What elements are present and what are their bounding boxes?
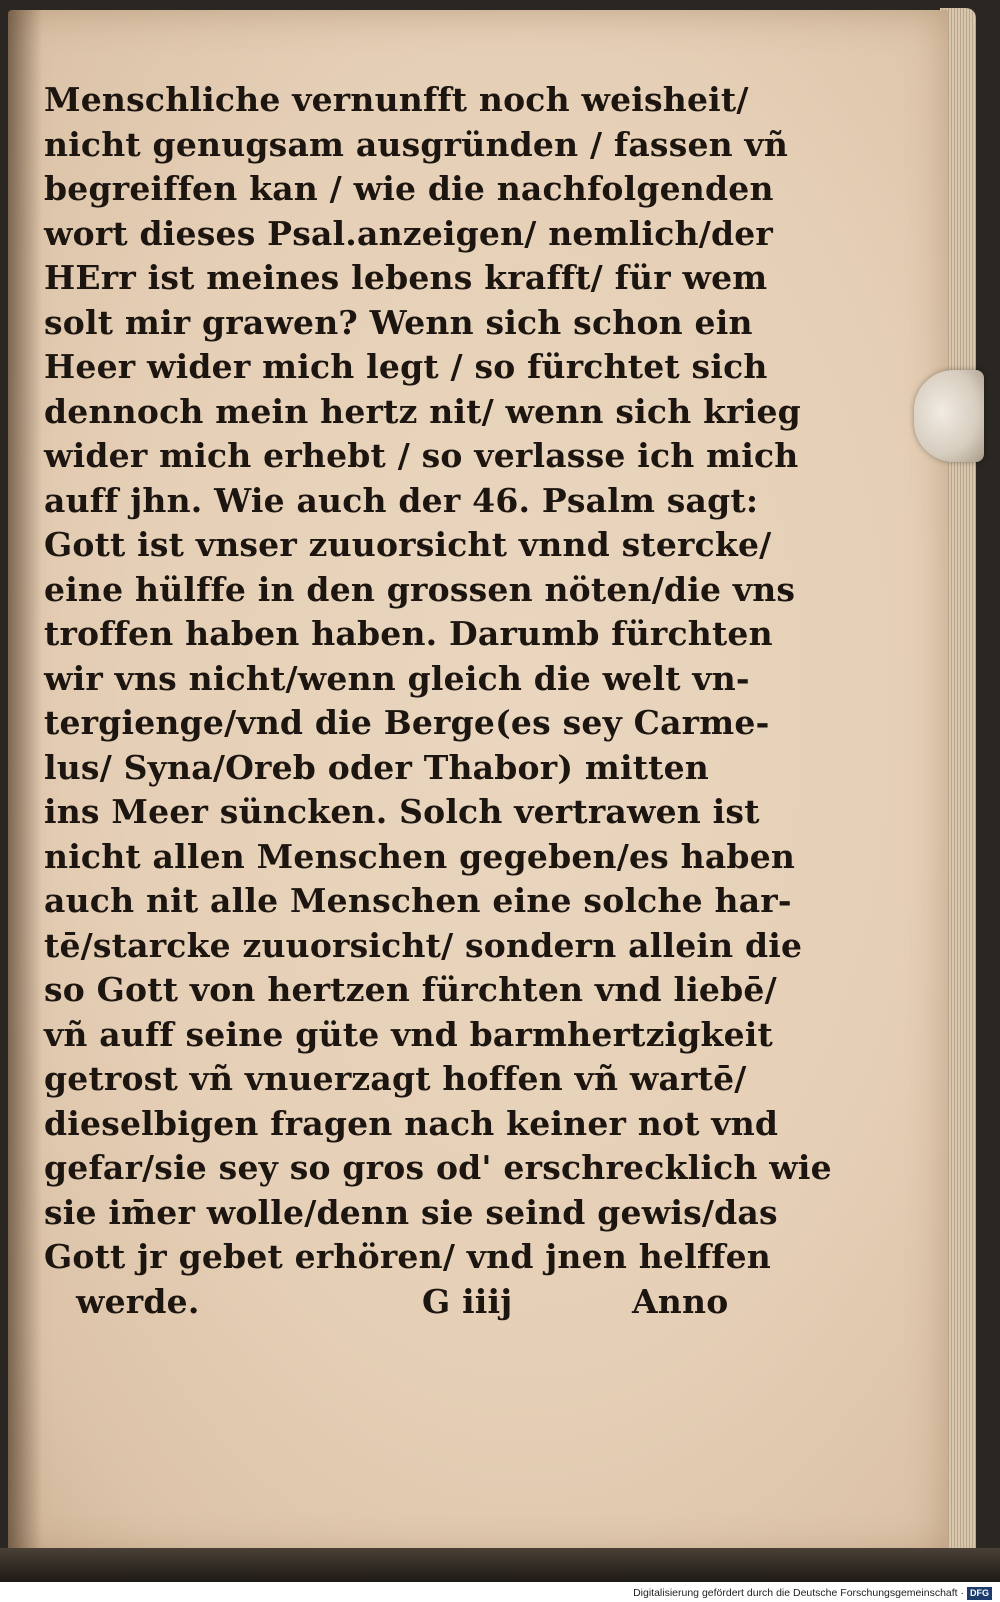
credit-text: Digitalisierung gefördert durch die Deutsche Forschungsgemeinschaft · bbox=[633, 1587, 964, 1599]
text-line: Heer wider mich legt / so fürchtet sich bbox=[44, 347, 768, 386]
text-line: eine hülffe in den grossen nöten/die vns bbox=[44, 569, 796, 609]
digitization-credit bbox=[633, 1584, 992, 1602]
text-line: auff jhn. Wie auch der 46. Psalm sagt: bbox=[44, 480, 759, 520]
text-line: tergienge/vnd die Berge(es sey Carme- bbox=[44, 703, 770, 742]
text-line: wir vns nicht/wenn gleich die welt vn- bbox=[44, 658, 750, 698]
text-line: HErr ist meines lebens krafft/ für wem bbox=[44, 258, 768, 297]
last-word: werde. bbox=[76, 1281, 200, 1321]
text-line: vñ auff seine güte vnd barmhertzigkeit bbox=[44, 1014, 773, 1054]
text-line: nicht allen Menschen gegeben/es haben bbox=[44, 836, 796, 876]
text-lines bbox=[44, 78, 832, 1280]
text-line: dieselbigen fragen nach keiner not vnd bbox=[44, 1103, 779, 1143]
text-line: begreiffen kan / wie die nachfolgenden bbox=[44, 169, 774, 208]
text-line: dennoch mein hertz nit/ wenn sich krieg bbox=[44, 391, 801, 431]
bottom-board bbox=[0, 1548, 1000, 1582]
text-line: lus/ Syna/Oreb oder Thabor) mitten bbox=[44, 747, 709, 787]
signature-mark: G iiij bbox=[422, 1281, 513, 1321]
gutter-shadow bbox=[8, 10, 42, 1558]
catchword: Anno bbox=[632, 1281, 729, 1321]
text-line: wort dieses Psal.anzeigen/ nemlich/der bbox=[44, 213, 774, 253]
clasp-icon bbox=[914, 370, 984, 462]
text-line: solt mir grawen? Wenn sich schon ein bbox=[44, 302, 753, 342]
text-line: tē/starcke zuuorsicht/ sondern allein die bbox=[44, 925, 803, 965]
text-line: Gott jr gebet erhören/ vnd jnen helffen bbox=[44, 1237, 772, 1276]
page-text bbox=[44, 78, 832, 1324]
text-line: Menschliche vernunfft noch weisheit/ bbox=[44, 80, 749, 119]
text-line: Gott ist vnser zuuorsicht vnnd stercke/ bbox=[44, 525, 772, 564]
page-footer bbox=[44, 1280, 774, 1325]
text-line: getrost vñ vnuerzagt hoffen vñ wartē/ bbox=[44, 1059, 747, 1098]
dfg-logo-icon: DFG bbox=[967, 1587, 992, 1600]
text-line: gefar/sie sey so gros od' erschrecklich wie bbox=[44, 1148, 832, 1187]
text-line: troffen haben haben. Darumb fürchten bbox=[44, 614, 773, 653]
text-line: sie im̄er wolle/denn sie seind gewis/das bbox=[44, 1192, 778, 1232]
text-line: auch nit alle Menschen eine solche har- bbox=[44, 881, 792, 920]
text-line: wider mich erhebt / so verlasse ich mich bbox=[44, 436, 799, 475]
text-line: nicht genugsam ausgründen / fassen vñ bbox=[44, 124, 789, 164]
text-line: ins Meer süncken. Solch vertrawen ist bbox=[44, 792, 760, 831]
text-line: so Gott von hertzen fürchten vnd liebē/ bbox=[44, 970, 777, 1009]
